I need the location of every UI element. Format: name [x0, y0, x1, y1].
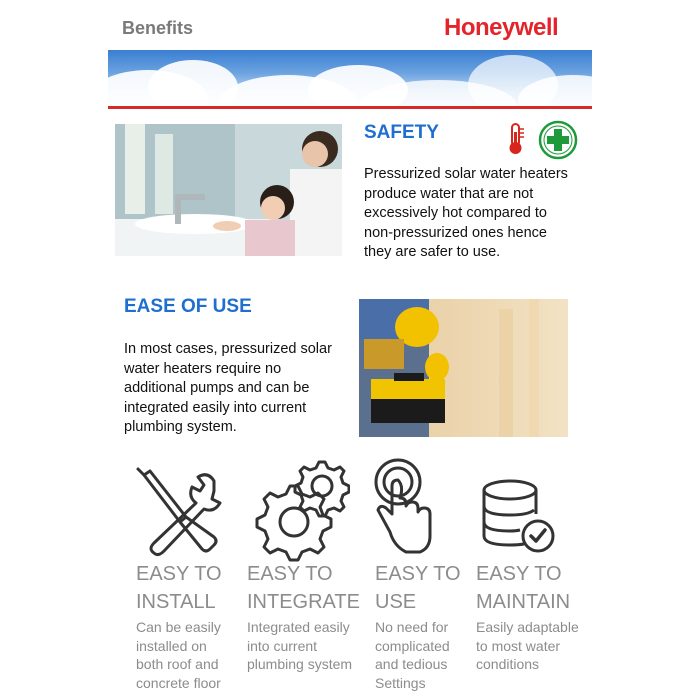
text-line: non-pressurized ones hence	[364, 224, 547, 241]
feature-desc-line: both roof and	[136, 656, 219, 672]
feature-desc-line: Easily adaptable	[476, 619, 579, 635]
ease-of-use-description	[124, 340, 354, 438]
feature-install	[136, 560, 246, 692]
feature-heading-line: INTEGRATE	[247, 591, 360, 613]
safety-photo	[115, 124, 342, 256]
feature-desc-line: Settings	[375, 674, 426, 691]
feature-maintain	[476, 560, 591, 674]
feature-desc-line: Integrated easily	[247, 619, 350, 635]
banner-divider	[108, 106, 592, 109]
feature-heading-line: EASY TO	[476, 563, 562, 585]
feature-heading-line: MAINTAIN	[476, 591, 571, 613]
feature-desc-line: concrete floor	[136, 674, 221, 691]
feature-desc-line: conditions	[476, 656, 540, 672]
tools-icon	[130, 465, 226, 557]
text-line: In most cases, pressurized solar	[124, 341, 332, 357]
feature-use	[375, 560, 475, 692]
touch-icon	[372, 456, 436, 560]
sky-banner	[108, 50, 592, 106]
feature-heading-line: USE	[375, 591, 417, 613]
feature-heading-line: EASY TO	[247, 563, 333, 585]
text-line: excessively hot compared to	[364, 205, 547, 221]
text-line: they are safer to use.	[364, 244, 501, 260]
feature-integrate	[247, 560, 367, 674]
text-line: produce water that are not	[364, 185, 534, 202]
text-line: water heaters require no	[124, 360, 282, 377]
first-aid-cross-icon	[538, 120, 578, 160]
feature-desc-line: installed on	[136, 637, 207, 654]
feature-desc-line: No need for	[375, 619, 449, 635]
feature-desc-line: and tedious	[375, 656, 448, 672]
worker-photo	[359, 299, 568, 437]
database-check-icon	[478, 478, 558, 558]
feature-desc-line: complicated	[375, 637, 450, 654]
text-line: plumbing system.	[124, 419, 237, 435]
feature-heading-line: EASY TO	[136, 563, 222, 585]
safety-title: SAFETY	[364, 122, 439, 143]
feature-desc-line: into current	[247, 637, 318, 654]
gears-icon	[246, 458, 350, 562]
feature-desc-line: to most water	[476, 637, 561, 654]
ease-of-use-title: EASE OF USE	[124, 296, 252, 317]
feature-heading-line: INSTALL	[136, 591, 216, 613]
page-title: Benefits	[122, 18, 194, 38]
text-line: Pressurized solar water heaters	[364, 166, 568, 182]
honeywell-logo: Honeywell	[444, 14, 559, 41]
safety-description	[364, 165, 594, 263]
thermometer-icon	[504, 122, 528, 156]
text-line: integrated easily into current	[124, 399, 307, 416]
feature-desc-line: plumbing system	[247, 656, 353, 672]
feature-desc-line: Can be easily	[136, 619, 221, 635]
feature-heading-line: EASY TO	[375, 563, 461, 585]
text-line: additional pumps and can be	[124, 380, 310, 396]
